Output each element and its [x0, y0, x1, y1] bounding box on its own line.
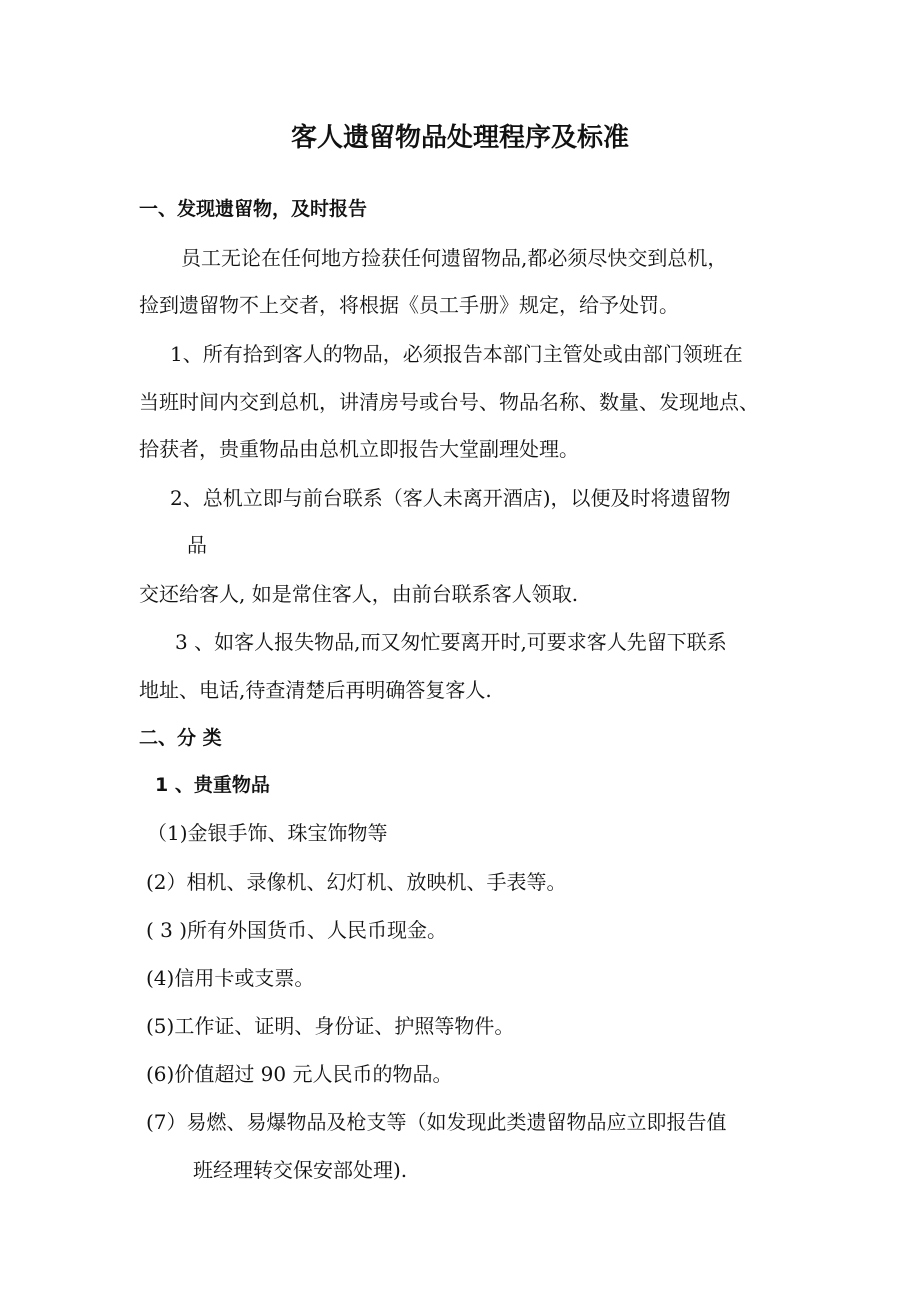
- paragraph-line: 捡到遗留物不上交者，将根据《员工手册》规定，给予处罚。: [139, 293, 679, 317]
- paragraph-line: 交还给客人, 如是常住客人，由前台联系客人领取.: [139, 582, 579, 606]
- paragraph-line: 地址、电话,待查清楚后再明确答复客人.: [139, 678, 492, 702]
- paragraph-line: 品: [187, 533, 207, 557]
- section-2-subheading: 1 、贵重物品: [155, 774, 270, 796]
- list-item: (6)价值超过 90 元人民币的物品。: [146, 1062, 453, 1086]
- section-1-heading: 一、发现遗留物，及时报告: [139, 198, 368, 220]
- list-item: (4)信用卡或支票。: [146, 966, 315, 990]
- paragraph-line: 拾获者，贵重物品由总机立即报告大堂副理处理。: [139, 437, 579, 461]
- list-item: (2）相机、录像机、幻灯机、放映机、手表等。: [146, 870, 567, 894]
- list-item: 班经理转交保安部处理).: [193, 1158, 408, 1182]
- section-2-heading: 二、分 类: [139, 727, 222, 749]
- document-title: 客人遗留物品处理程序及标准: [290, 123, 629, 153]
- list-item: ( 3 )所有外国货币、人民币现金。: [146, 918, 448, 942]
- list-item: (5)工作证、证明、身份证、护照等物件。: [146, 1014, 515, 1038]
- paragraph-line: 员工无论在任何地方捡获任何遗留物品,都必须尽快交到总机，: [181, 246, 728, 270]
- paragraph-line: 2、总机立即与前台联系（客人未离开酒店)，以便及时将遗留物: [170, 486, 731, 510]
- list-item: （1)金银手饰、珠宝饰物等: [147, 821, 388, 845]
- paragraph-line: 1、所有拾到客人的物品，必须报告本部门主管处或由部门领班在: [170, 342, 743, 366]
- paragraph-line: 当班时间内交到总机，讲清房号或台号、物品名称、数量、发现地点、: [139, 390, 759, 414]
- list-item: (7）易燃、易爆物品及枪支等（如发现此类遗留物品应立即报告值: [146, 1110, 727, 1134]
- paragraph-line: 3 、如客人报失物品,而又匆忙要离开时,可要求客人先留下联系: [175, 630, 727, 654]
